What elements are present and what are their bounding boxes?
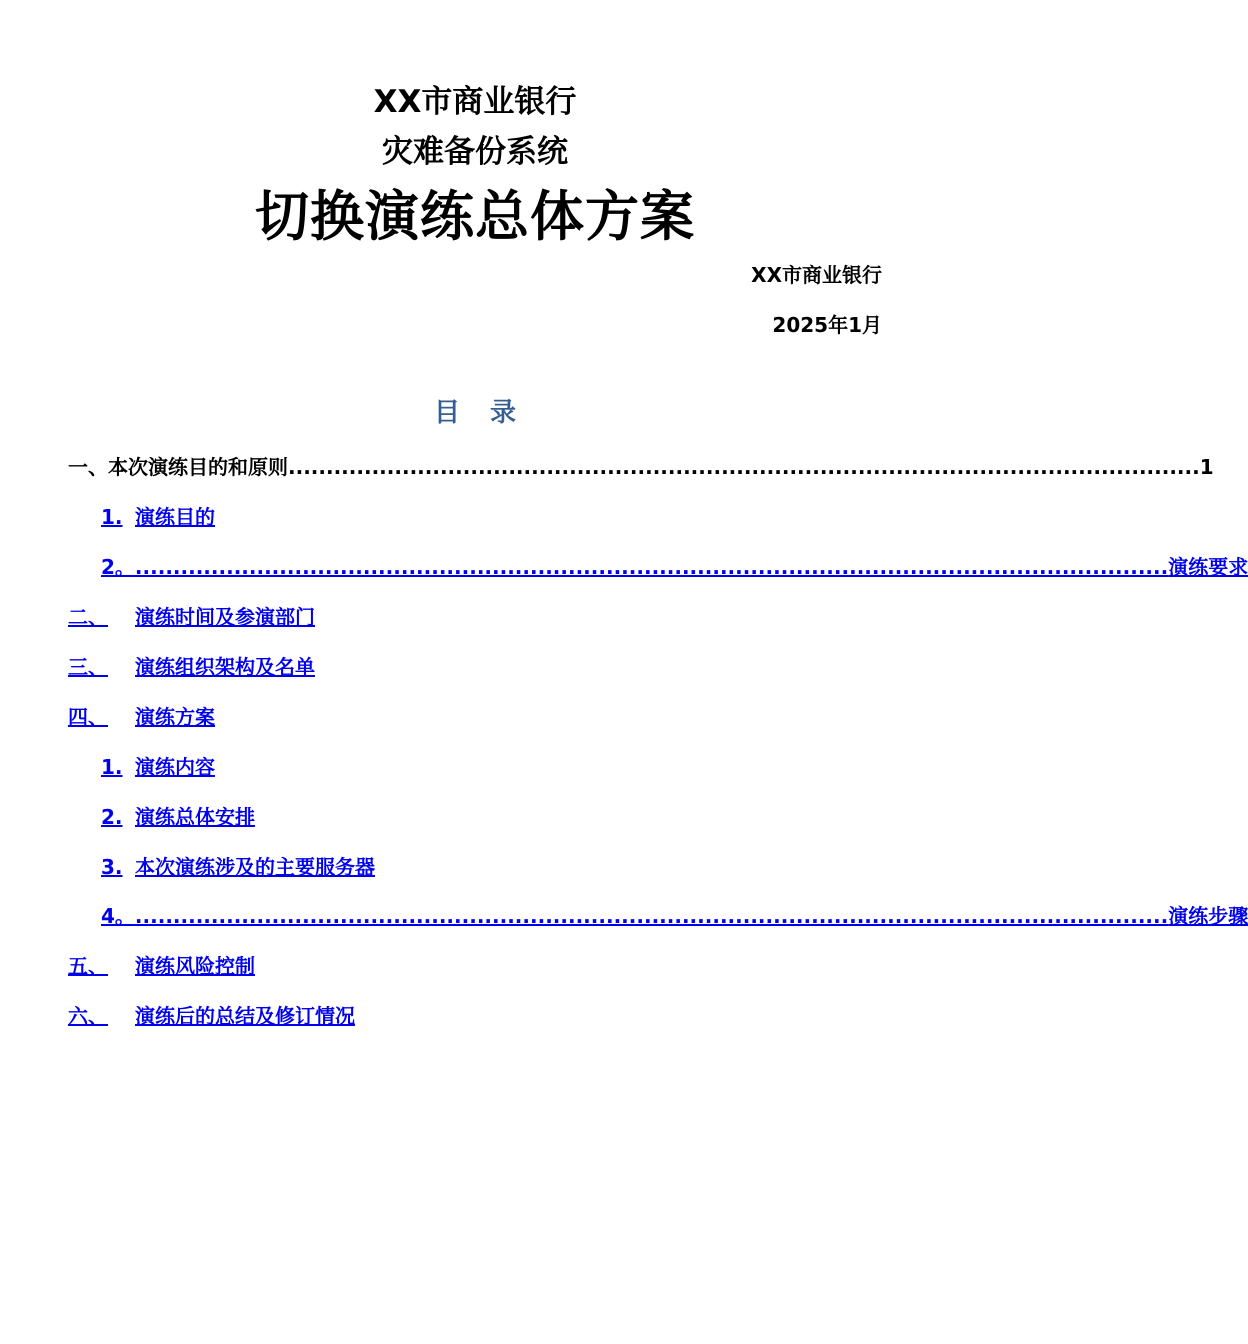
toc-entry-link[interactable]: [68, 603, 315, 631]
toc-entry-number: 3.: [101, 855, 123, 879]
toc-entry-page: 1: [1199, 455, 1214, 479]
toc-entry-number: 1.: [101, 755, 123, 779]
toc-entry-label: 演练要求: [1168, 555, 1248, 579]
toc-entry[interactable]: [68, 453, 1214, 481]
toc-entry-label: 本次演练目的和原则: [108, 455, 288, 479]
toc-entry-link[interactable]: [68, 703, 215, 731]
toc-entry-link[interactable]: [68, 1002, 355, 1030]
toc-entry-label: 演练步骤: [1168, 904, 1248, 928]
toc-entry-link[interactable]: [68, 952, 255, 980]
toc-entry-number: 五、: [68, 954, 108, 978]
toc-entry-label: 演练总体安排: [135, 805, 255, 829]
toc-entry-number: 2.: [101, 805, 123, 829]
toc-leader-dots: ........................................................................................................................................: [134, 555, 1169, 579]
toc-entry-link[interactable]: [101, 553, 1248, 581]
toc-entry-label: 演练后的总结及修订情况: [135, 1004, 355, 1028]
toc-entry-number: 六、: [68, 1004, 108, 1028]
toc-entry-link[interactable]: [101, 503, 215, 531]
system-name-title: 灾难备份系统: [382, 134, 568, 170]
toc-entry-number: 4。: [101, 904, 135, 928]
toc-entry-number: 1.: [101, 505, 123, 529]
toc-entry-label: 演练风险控制: [135, 954, 255, 978]
toc-entry-number: 2。: [101, 555, 135, 579]
toc-entry-number: 四、: [68, 705, 108, 729]
toc-heading: 目录: [433, 398, 546, 428]
bank-name-title: XX市商业银行: [373, 84, 577, 120]
toc-entry-link[interactable]: [101, 753, 215, 781]
toc-entry-label: 演练方案: [135, 705, 215, 729]
toc-entry-label: 演练目的: [135, 505, 215, 529]
toc-entry-number: 一、: [68, 455, 108, 479]
toc-entry-link[interactable]: [101, 803, 255, 831]
toc-entry-label: 演练内容: [135, 755, 215, 779]
toc-leader-dots: ........................................................................................................................................: [134, 904, 1169, 928]
main-title: 切换演练总体方案: [255, 185, 695, 248]
toc-entry-label: 演练时间及参演部门: [135, 605, 315, 629]
toc-entry-link[interactable]: [68, 653, 315, 681]
organization-name: XX市商业银行: [751, 263, 882, 287]
toc-entry-label: 演练组织架构及名单: [135, 655, 315, 679]
toc-entry-number: 三、: [68, 655, 108, 679]
toc-leader-dots: ........................................................................................................................: [288, 455, 1200, 479]
toc-entry-label: 本次演练涉及的主要服务器: [135, 855, 375, 879]
toc-entry-link[interactable]: [101, 853, 375, 881]
toc-entry-link[interactable]: [101, 902, 1248, 930]
document-date: 2025年1月: [772, 313, 882, 337]
toc-entry-number: 二、: [68, 605, 108, 629]
